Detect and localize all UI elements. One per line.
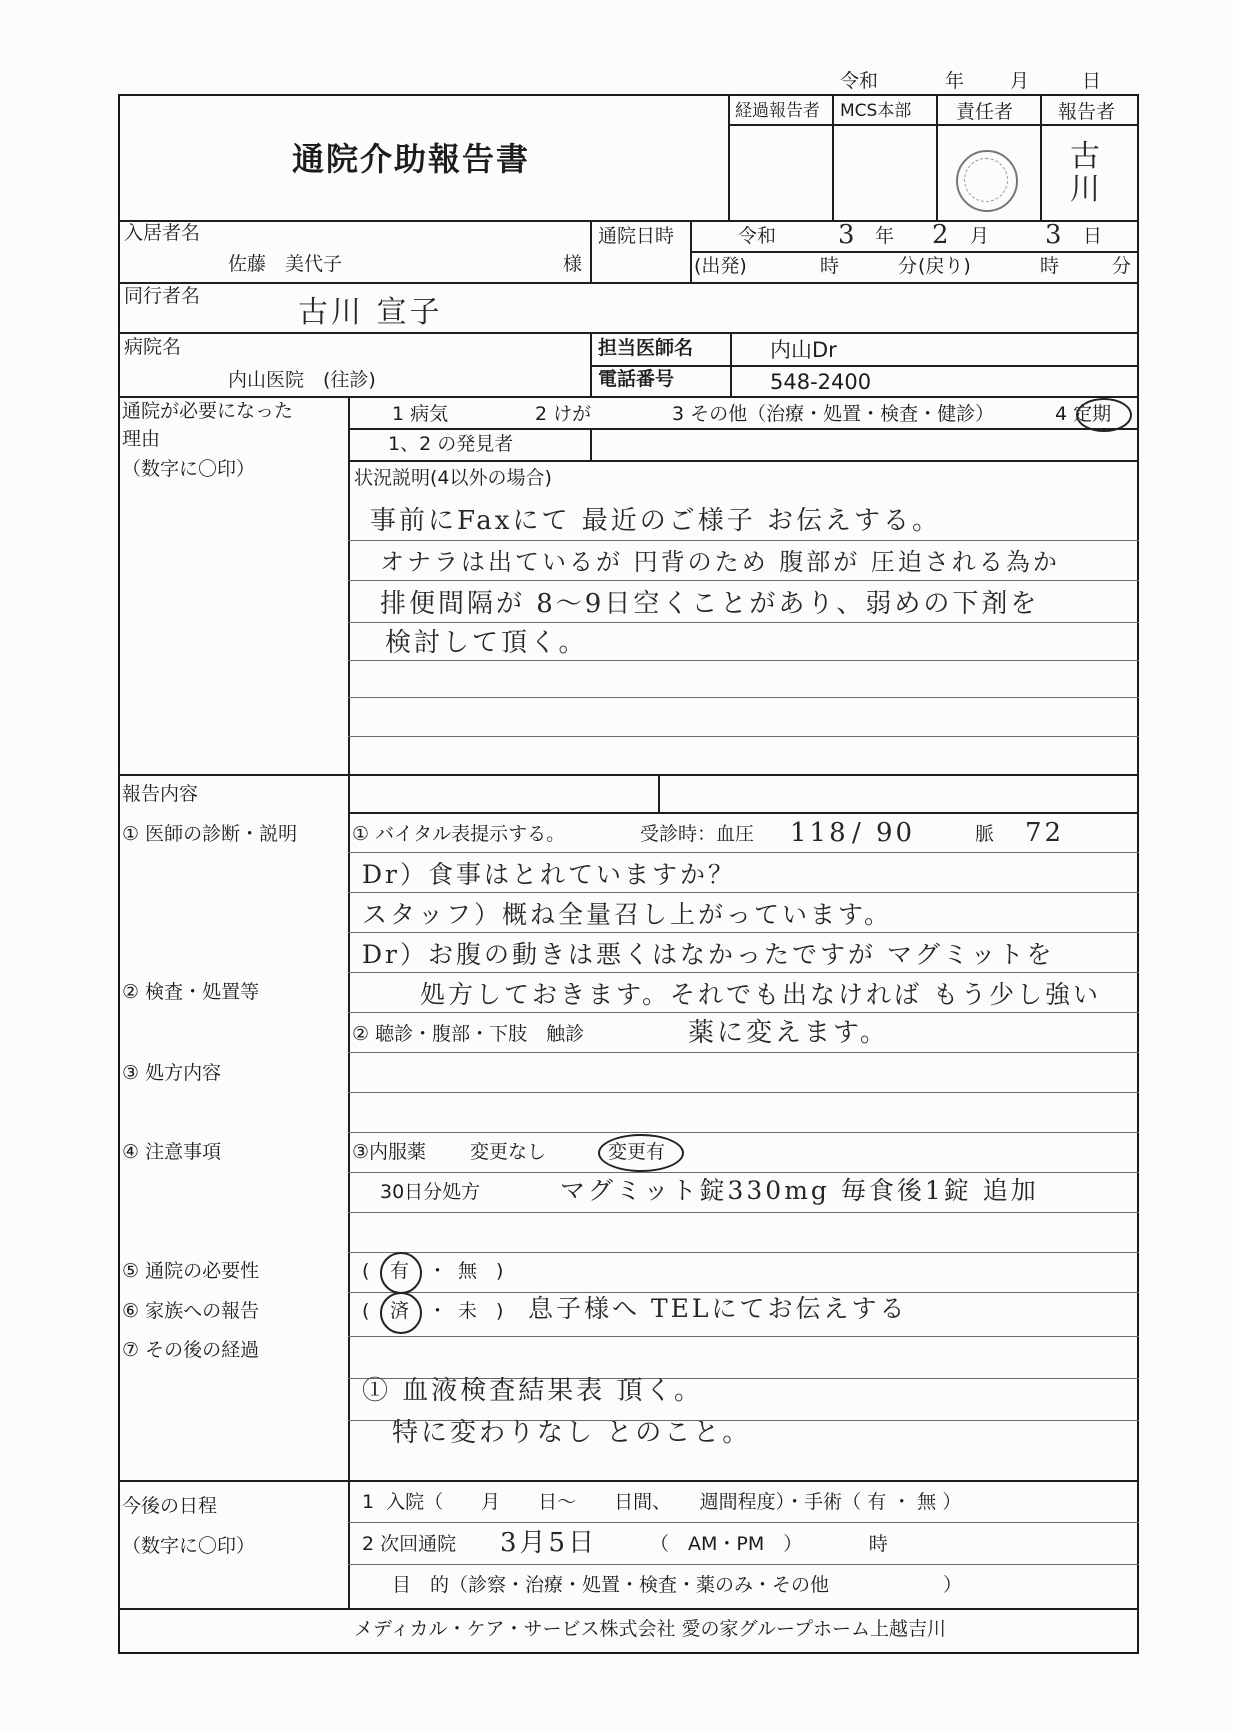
visit-day-unit: 日 <box>1083 225 1103 247</box>
bp-systolic: 118 <box>790 818 849 848</box>
schedule-next-visit-prefix: 2 次回通院 <box>362 1533 457 1555</box>
companion-name: 古川 宣子 <box>298 295 443 330</box>
reason-option-other: 3 その他（治療・処置・検査・健診） <box>672 403 995 425</box>
resident-name: 佐藤 美代子 <box>228 253 343 275</box>
situation-label: 状況説明(4以外の場合) <box>354 467 552 489</box>
footer-company: メディカル・ケア・サービス株式会社 愛の家グループホーム上越吉川 <box>354 1618 947 1640</box>
schedule-line-hospitalization: 1 入院（ 月 日～ 日間、 週間程度）・手術（ 有 ・ 無 ） <box>362 1491 962 1513</box>
rule <box>348 697 1139 698</box>
rule <box>348 736 1139 737</box>
report-item: ④ 注意事項 <box>122 1141 222 1163</box>
reason-option-illness: 1 病気 <box>392 403 449 425</box>
divider <box>348 774 350 1480</box>
rule <box>348 1522 1139 1523</box>
exam-hand: 薬に変えます。 <box>688 1018 889 1048</box>
vital-prefix: ① バイタル表提示する。 <box>352 823 566 845</box>
rule <box>348 1132 1139 1133</box>
divider <box>348 428 1139 430</box>
rule <box>348 1092 1139 1093</box>
divider <box>590 365 1139 367</box>
companion-label: 同行者名 <box>124 285 201 307</box>
divider <box>348 460 1139 462</box>
approval-col-mcs: MCS本部 <box>840 101 912 121</box>
visit-month-unit: 月 <box>970 225 990 247</box>
followup-line: ① 血液検査結果表 頂く。 <box>362 1376 704 1406</box>
hospital-name: 内山医院 (往診) <box>228 369 376 391</box>
divider <box>118 1480 1139 1482</box>
reason-option-injury: 2 けが <box>535 403 592 425</box>
visit-minute2: 分 <box>1112 255 1132 277</box>
rule <box>348 622 1139 623</box>
form-title: 通院介助報告書 <box>292 140 531 178</box>
med-change: 変更有 <box>608 1141 666 1163</box>
family-dot: ・ <box>428 1300 448 1322</box>
rule <box>348 892 1139 893</box>
schedule-purpose: 目 的（診察・治療・処置・検査・薬のみ・その他 ） <box>392 1574 963 1596</box>
followup-line: 特に変わりなし とのこと。 <box>392 1418 752 1448</box>
family-note: 息子様へ TELにてお伝えする <box>528 1294 908 1323</box>
divider <box>728 94 730 220</box>
visit-era: 令和 <box>738 225 777 247</box>
visit-hour2: 時 <box>1040 255 1060 277</box>
necessity-close: ) <box>496 1260 504 1282</box>
situation-line: 事前にFaxにて 最近のご様子 お伝えする。 <box>370 506 941 536</box>
header-year: 年 <box>945 70 965 92</box>
rule <box>348 1292 1139 1293</box>
report-item: ② 検査・処置等 <box>122 981 260 1003</box>
doctor-name: 内山Dr <box>770 338 837 362</box>
hospital-label: 病院名 <box>124 336 182 358</box>
resident-label: 入居者名 <box>124 222 201 244</box>
divider <box>690 251 1139 253</box>
manager-seal-stamp <box>956 150 1018 212</box>
finder-label: 1、2 の発見者 <box>388 433 514 455</box>
approval-col-progress: 経過報告者 <box>735 101 820 121</box>
header-day: 日 <box>1082 70 1102 92</box>
reason-label-1: 通院が必要になった <box>122 400 294 422</box>
divider <box>118 774 1139 776</box>
divider <box>730 332 732 396</box>
rule <box>348 1252 1139 1253</box>
situation-line: 検討して頂く。 <box>385 628 588 658</box>
rule <box>348 540 1139 541</box>
report-label: 報告内容 <box>122 783 199 805</box>
divider <box>348 812 1139 814</box>
divider <box>348 1480 350 1608</box>
rule <box>348 580 1139 581</box>
pulse-label: 脈 <box>975 823 995 845</box>
exam-label: ② 聴診・腹部・下肢 触診 <box>352 1023 585 1045</box>
visit-depart: (出発) <box>694 255 747 277</box>
schedule-next-visit-date: 3月5日 <box>500 1528 598 1558</box>
dialog-line: 処方しておきます。それでも出なければ もう少し強い <box>420 980 1101 1009</box>
reason-label-3: （数字に〇印） <box>122 458 256 480</box>
situation-line: 排便間隔が 8～9日空くことがあり、弱めの下剤を <box>380 589 1040 619</box>
family-close: ) <box>496 1300 504 1322</box>
rx-hand: マグミット錠330mg 毎食後1錠 追加 <box>560 1176 1039 1205</box>
dialog-line: Dr）お腹の動きは悪くはなかったですが マグミットを <box>362 940 1055 969</box>
necessity-yes: 有 <box>390 1260 410 1282</box>
rule <box>348 1012 1139 1013</box>
vital-label: 受診時：血圧 <box>640 823 755 845</box>
visit-month: 2 <box>932 220 952 250</box>
phone-value: 548-2400 <box>770 370 872 394</box>
header-era: 令和 <box>840 70 879 92</box>
reporter-signature: 古 川 <box>1070 139 1103 207</box>
rule <box>348 660 1139 661</box>
family-notyet: 未 <box>458 1300 478 1322</box>
doctor-label: 担当医師名 <box>598 337 694 359</box>
necessity-no: 無 <box>458 1260 478 1282</box>
dialog-line: スタッフ）概ね全量召し上がっています。 <box>362 900 893 929</box>
visit-label: 通院日時 <box>598 225 675 247</box>
divider <box>590 428 592 460</box>
report-item: ③ 処方内容 <box>122 1062 222 1084</box>
necessity-dot: ・ <box>428 1260 448 1282</box>
visit-hour: 時 <box>820 255 840 277</box>
report-item: ① 医師の診断・説明 <box>122 823 298 845</box>
rule <box>348 1336 1139 1337</box>
rule <box>348 1052 1139 1053</box>
divider <box>118 396 1139 398</box>
report-item: ⑦ その後の経過 <box>122 1339 260 1361</box>
divider <box>590 332 592 396</box>
regular-circle-mark <box>1076 398 1132 432</box>
necessity-open: ( <box>362 1260 370 1282</box>
approval-col-reporter: 報告者 <box>1058 101 1116 123</box>
divider <box>118 220 1139 222</box>
divider <box>728 124 1139 126</box>
divider <box>936 94 938 220</box>
visit-return: (戻り) <box>918 255 971 277</box>
rule <box>348 972 1139 973</box>
family-done: 済 <box>390 1300 410 1322</box>
family-open: ( <box>362 1300 370 1322</box>
report-item: ⑥ 家族への報告 <box>122 1300 260 1322</box>
visit-year: 3 <box>838 220 858 250</box>
approval-col-manager: 責任者 <box>956 101 1014 123</box>
necessity-yes-circle-mark <box>380 1252 422 1294</box>
divider <box>118 282 1139 284</box>
rule <box>348 1212 1139 1213</box>
resident-honorific: 様 <box>563 253 583 275</box>
med-change-circle-mark <box>598 1134 684 1172</box>
reason-label-2: 理由 <box>122 428 161 450</box>
family-done-circle-mark <box>380 1292 422 1334</box>
med-label: ③内服薬 <box>352 1141 427 1163</box>
reason-option-regular: 4 定期 <box>1055 403 1112 425</box>
schedule-next-visit-suffix: （ AM・PM ） 時 <box>650 1533 888 1555</box>
bp-slash: / <box>852 818 864 848</box>
med-nochange: 変更なし <box>470 1141 547 1163</box>
rx-prefix: 30日分処方 <box>380 1181 481 1203</box>
divider <box>832 94 834 220</box>
divider <box>118 332 1139 334</box>
divider <box>1040 94 1042 220</box>
bp-diastolic: 90 <box>876 818 916 848</box>
divider <box>118 1608 1139 1610</box>
divider <box>348 396 350 774</box>
visit-year-unit: 年 <box>875 225 895 247</box>
pulse-value: 72 <box>1025 818 1065 848</box>
visit-day: 3 <box>1045 220 1065 250</box>
rule <box>348 1564 1139 1565</box>
visit-minute: 分 <box>898 255 918 277</box>
report-item: ⑤ 通院の必要性 <box>122 1260 260 1282</box>
divider <box>590 220 592 282</box>
schedule-label-2: （数字に〇印） <box>122 1535 256 1557</box>
header-month: 月 <box>1010 70 1030 92</box>
schedule-label: 今後の日程 <box>122 1495 218 1517</box>
rule <box>348 1172 1139 1173</box>
rule <box>348 932 1139 933</box>
phone-label: 電話番号 <box>598 368 675 390</box>
rule <box>348 852 1139 853</box>
dialog-line: Dr）食事はとれていますか？ <box>362 860 736 889</box>
divider <box>658 774 660 812</box>
situation-line: オナラは出ているが 円背のため 腹部が 圧迫される為か <box>380 548 1060 576</box>
